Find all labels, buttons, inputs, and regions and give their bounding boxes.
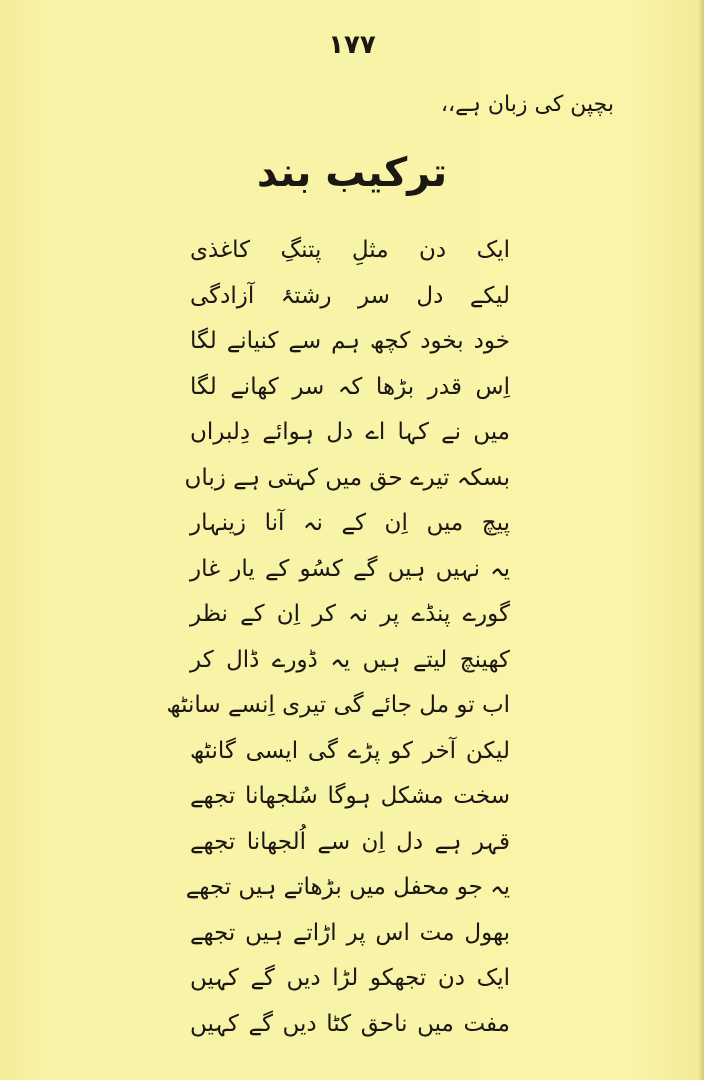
poem-verses bbox=[166, 228, 510, 1047]
page-number: ۱۷۷ bbox=[328, 30, 376, 60]
verse-line: اب تو مل جائے گی تیری اِنسے سانٹھ bbox=[166, 692, 510, 718]
verse-line: بسکہ تیرے حق میں کہتی ہے زباں bbox=[184, 464, 510, 491]
previous-section-closing-line: بچپن کی زبان ہے،، bbox=[440, 92, 614, 117]
verse-line: ایک دن تجھکو لڑا دیں گے کہیں bbox=[190, 965, 510, 991]
page-edge-shadow bbox=[698, 0, 704, 1080]
verse-line: گورے پنڈے پر نہ کر اِن کے نظر bbox=[190, 601, 510, 627]
verse-line: بھول مت اس پر اڑاتے ہیں تجھے bbox=[190, 919, 510, 946]
verse-line: خود بخود کچھ ہم سے کنیانے لگا bbox=[190, 328, 510, 354]
verse-line: لیکے دل سر رشتۂ آزادگی bbox=[190, 282, 510, 309]
verse-line: مفت میں ناحق کٹا دیں گے کہیں bbox=[190, 1010, 510, 1037]
verse-line: کھینچ لیتے ہیں یہ ڈورے ڈال کر bbox=[190, 646, 510, 673]
verse-line: ایک دن مثلِ پتنگِ کاغذی bbox=[190, 237, 510, 263]
verse-line: میں نے کہا اے دل ہوائے دِلبراں bbox=[190, 419, 510, 445]
verse-line: لیکن آخر کو پڑے گی ایسی گانٹھ bbox=[190, 737, 510, 764]
verse-line: یہ نہیں ہیں گے کسُو کے یار غار bbox=[190, 555, 510, 582]
poem-heading: ترکیب بند bbox=[256, 150, 448, 196]
verse-line: پیچ میں اِن کے نہ آنا زینہار bbox=[190, 510, 510, 536]
verse-line: یہ جو محفل میں بڑھاتے ہیں تجھے bbox=[185, 874, 510, 900]
verse-line: قہر ہے دل اِن سے اُلجھانا تجھے bbox=[190, 828, 510, 855]
verse-line: اِس قدر بڑھا کہ سر کھانے لگا bbox=[190, 373, 510, 400]
verse-line: سخت مشکل ہوگا سُلجھانا تجھے bbox=[190, 783, 510, 809]
